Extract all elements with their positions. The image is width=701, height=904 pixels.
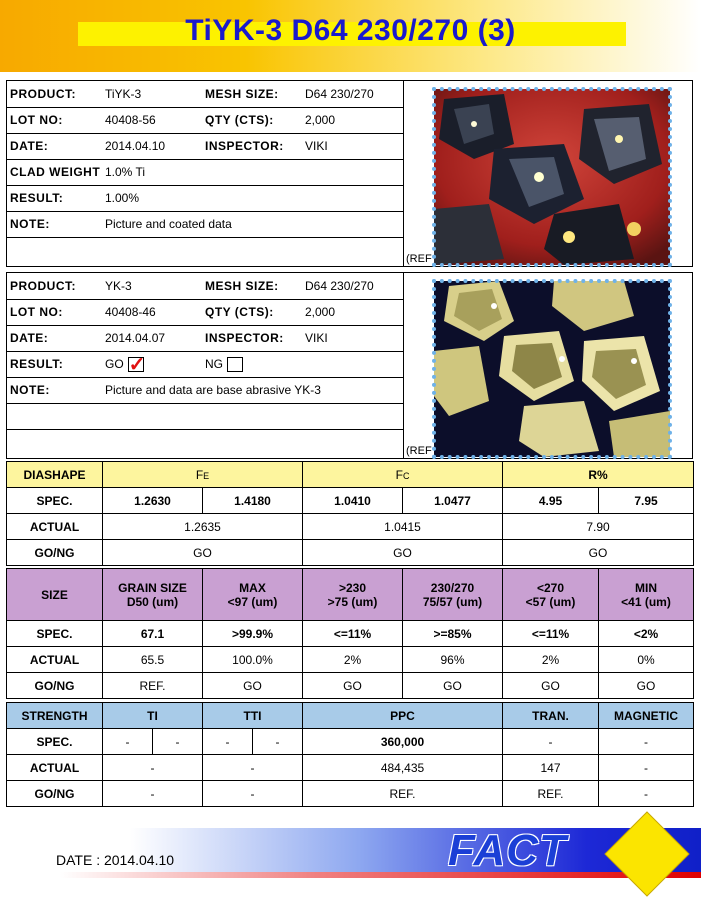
clad-value: 1.0% Ti [105, 165, 146, 179]
cell: 100.0% [203, 647, 303, 673]
fe-header-sub: E [203, 470, 210, 481]
size-table [6, 568, 694, 699]
diamond-logo-icon [603, 810, 691, 898]
cell: - [599, 781, 694, 807]
under-270-header [503, 569, 599, 621]
lot-label: LOT NO: [10, 305, 63, 319]
ref-label: (REF [406, 253, 432, 265]
header-line: 230/270 [430, 580, 475, 595]
cell: - [203, 755, 303, 781]
cell: - [103, 755, 203, 781]
cell: - [503, 729, 599, 755]
qty-value: 2,000 [305, 305, 336, 319]
cell: 484,435 [303, 755, 503, 781]
fc-header-main: F [395, 467, 403, 482]
actual-label: ACTUAL [7, 647, 103, 673]
cell: 7.90 [503, 514, 694, 540]
cell: 1.2630 [103, 488, 203, 514]
tti-header: TTI [203, 703, 303, 729]
cell: REF. [303, 781, 503, 807]
header-line: <41 (um) [621, 594, 671, 609]
info-row [7, 325, 403, 352]
cell: <=11% [303, 621, 403, 647]
cell: - [599, 729, 694, 755]
base-diamond-photo [434, 281, 670, 457]
info-row [7, 159, 403, 186]
cell: 1.0415 [303, 514, 503, 540]
header-line: >75 (um) [327, 594, 378, 609]
note-value: Picture and coated data [105, 217, 232, 231]
info-row [7, 273, 403, 300]
over-230-header [303, 569, 403, 621]
diashape-table [6, 461, 694, 566]
ng-label: NG [205, 357, 223, 371]
result-label: RESULT: [10, 191, 64, 205]
magnetic-header: MAGNETIC [599, 703, 694, 729]
fc-header-sub: C [402, 470, 410, 481]
cell: 360,000 [303, 729, 503, 755]
mesh-label: MESH SIZE: [205, 279, 279, 293]
clad-label: CLAD WEIGHT [10, 165, 101, 179]
header-line: GRAIN SIZE [118, 580, 187, 595]
spec-label: SPEC. [7, 621, 103, 647]
cell: 67.1 [103, 621, 203, 647]
cell: 1.2635 [103, 514, 303, 540]
base-product-section [6, 272, 693, 459]
ppc-header: PPC [303, 703, 503, 729]
cell: >99.9% [203, 621, 303, 647]
go-checkbox[interactable] [128, 354, 146, 377]
tran-header: TRAN. [503, 703, 599, 729]
header-line: <270 [536, 580, 565, 595]
cell: 4.95 [503, 488, 599, 514]
footer [0, 820, 701, 904]
table-header-row [7, 703, 694, 729]
info-row [7, 211, 403, 238]
product-value: YK-3 [105, 279, 132, 293]
gong-label: GO/NG [7, 540, 103, 566]
go-label: GO [105, 357, 124, 371]
actual-label: ACTUAL [7, 755, 103, 781]
cell: GO [599, 673, 694, 699]
mesh-label: MESH SIZE: [205, 87, 279, 101]
header-line: <57 (um) [525, 594, 576, 609]
product-value: TiYK-3 [105, 87, 142, 101]
lot-label: LOT NO: [10, 113, 63, 127]
info-row [7, 133, 403, 160]
cell: - [103, 729, 153, 755]
cell: GO [203, 673, 303, 699]
r-header: R% [503, 462, 694, 488]
check-icon: ✓ [128, 354, 146, 377]
result-value: 1.00% [105, 191, 140, 205]
cell: GO [503, 673, 599, 699]
gong-label: GO/NG [7, 781, 103, 807]
cell: REF. [103, 673, 203, 699]
info-row [7, 377, 403, 404]
header-line: MIN [635, 580, 657, 595]
cell: - [103, 781, 203, 807]
result-label: RESULT: [10, 357, 64, 371]
coated-photo-cell [403, 81, 694, 266]
coated-info [7, 81, 403, 266]
mesh-value: D64 230/270 [305, 87, 374, 101]
base-photo-cell [403, 273, 694, 458]
info-row [7, 185, 403, 212]
inspector-label: INSPECTOR: [205, 331, 284, 345]
date-value: 2014.04.10 [105, 139, 166, 153]
cell: <=11% [503, 621, 599, 647]
product-label: PRODUCT: [10, 279, 76, 293]
table-row [7, 488, 694, 514]
mesh-230-270-header [403, 569, 503, 621]
cell: GO [403, 673, 503, 699]
info-row [7, 351, 403, 378]
fc-header [303, 462, 503, 488]
lot-value: 40408-56 [105, 113, 156, 127]
cell: 2% [303, 647, 403, 673]
inspector-value: VIKI [305, 139, 328, 153]
info-row [7, 81, 403, 108]
cell: - [599, 755, 694, 781]
cell: 147 [503, 755, 599, 781]
info-row [7, 107, 403, 134]
size-header: SIZE [7, 569, 103, 621]
header-line: >230 [338, 580, 367, 595]
header-line: <97 (um) [227, 594, 278, 609]
cell: 65.5 [103, 647, 203, 673]
cell: GO [303, 540, 503, 566]
min-header [599, 569, 694, 621]
cell: 1.0410 [303, 488, 403, 514]
inspector-value: VIKI [305, 331, 328, 345]
date-label: DATE: [10, 331, 49, 345]
cell: - [203, 781, 303, 807]
grain-size-header [103, 569, 203, 621]
ref-label: (REF [406, 445, 432, 457]
info-row [7, 299, 403, 326]
lot-value: 40408-46 [105, 305, 156, 319]
cell: GO [103, 540, 303, 566]
table-row [7, 514, 694, 540]
table-row [7, 781, 694, 807]
fe-header [103, 462, 303, 488]
fact-logo: FACT [448, 826, 567, 875]
actual-label: ACTUAL [7, 514, 103, 540]
strength-header: STRENGTH [7, 703, 103, 729]
strength-table [6, 702, 694, 807]
coated-product-section [6, 80, 693, 267]
ng-checkbox[interactable] [227, 357, 243, 372]
ng-option [205, 357, 243, 372]
cell: 1.0477 [403, 488, 503, 514]
header-line: MAX [239, 580, 266, 595]
cell: 1.4180 [203, 488, 303, 514]
qty-label: QTY (CTS): [205, 305, 274, 319]
cell: REF. [503, 781, 599, 807]
table-row [7, 540, 694, 566]
footer-date: DATE : 2014.04.10 [56, 852, 175, 868]
cell: - [203, 729, 253, 755]
qty-value: 2,000 [305, 113, 336, 127]
inspector-label: INSPECTOR: [205, 139, 284, 153]
cell: <2% [599, 621, 694, 647]
date-value: 2014.04.07 [105, 331, 166, 345]
fe-header-main: F [195, 467, 204, 482]
table-row [7, 621, 694, 647]
note-label: NOTE: [10, 383, 50, 397]
cell: - [253, 729, 303, 755]
cell: 2% [503, 647, 599, 673]
page-title: TiYK-3 D64 230/270 (3) [185, 14, 516, 47]
cell: 7.95 [599, 488, 694, 514]
table-header-row [7, 569, 694, 621]
gong-label: GO/NG [7, 673, 103, 699]
product-label: PRODUCT: [10, 87, 76, 101]
info-row [7, 403, 403, 430]
table-header-row [7, 462, 694, 488]
table-row [7, 729, 694, 755]
header-line: D50 (um) [126, 594, 179, 609]
note-value: Picture and data are base abrasive YK-3 [105, 383, 321, 397]
qty-label: QTY (CTS): [205, 113, 274, 127]
cell: 0% [599, 647, 694, 673]
cell: 96% [403, 647, 503, 673]
diashape-header: DIASHAPE [7, 462, 103, 488]
note-label: NOTE: [10, 217, 50, 231]
cell: GO [303, 673, 403, 699]
table-row [7, 673, 694, 699]
result-value [105, 354, 146, 377]
cell: GO [503, 540, 694, 566]
coated-diamond-photo [434, 89, 670, 265]
spec-label: SPEC. [7, 729, 103, 755]
base-info [7, 273, 403, 458]
spec-label: SPEC. [7, 488, 103, 514]
max-header [203, 569, 303, 621]
table-row [7, 755, 694, 781]
table-row [7, 647, 694, 673]
mesh-value: D64 230/270 [305, 279, 374, 293]
ti-header: TI [103, 703, 203, 729]
header-line: 75/57 (um) [422, 594, 483, 609]
date-label: DATE: [10, 139, 49, 153]
cell: >=85% [403, 621, 503, 647]
cell: - [153, 729, 203, 755]
